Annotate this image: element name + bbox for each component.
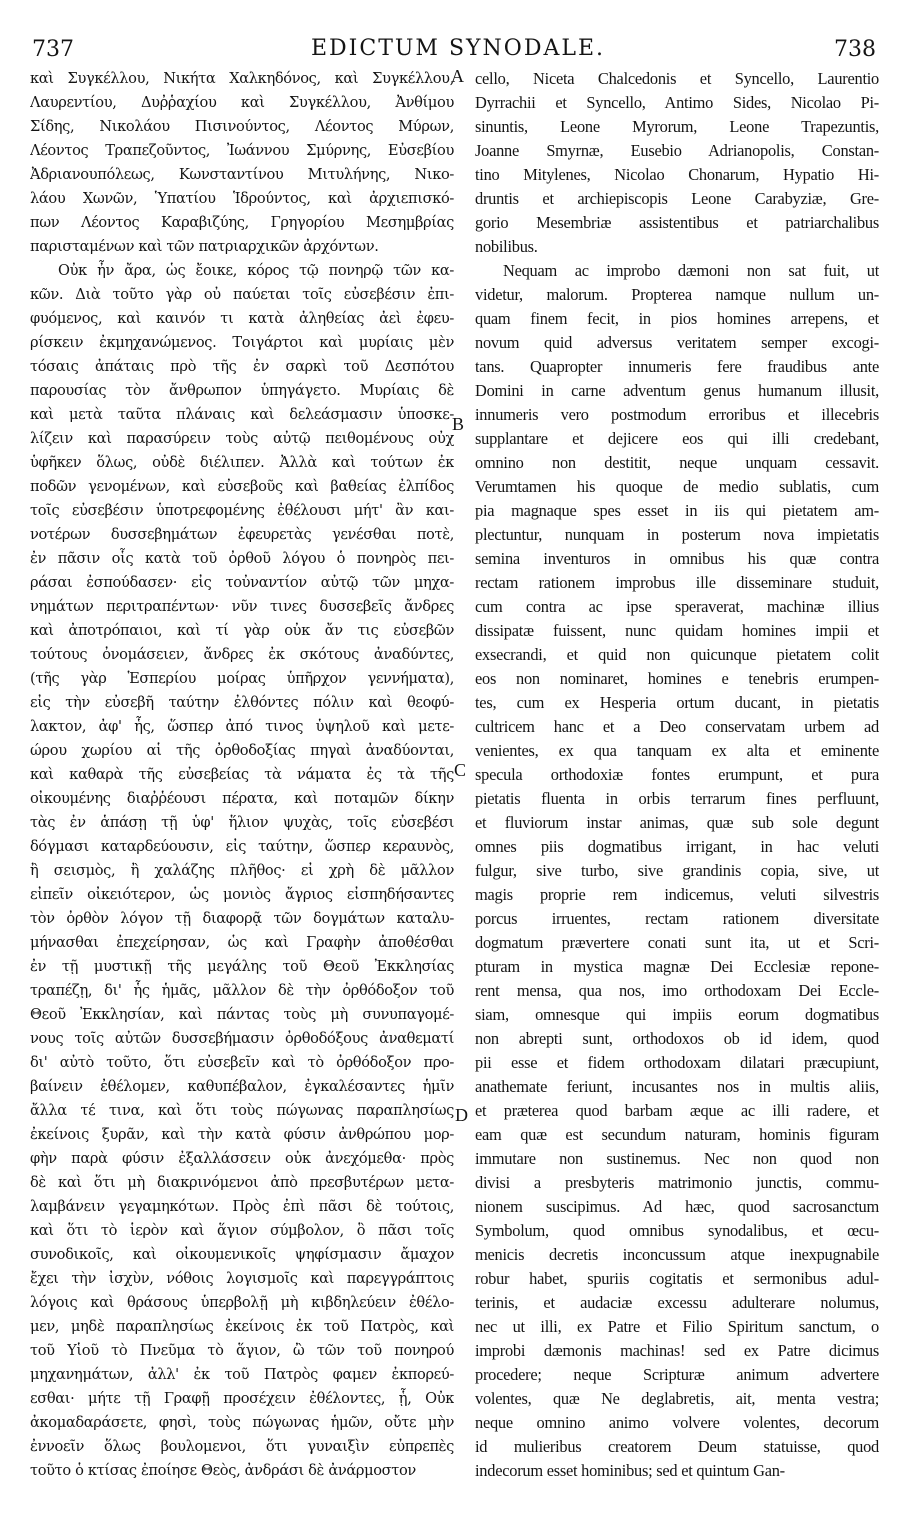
- text-line: Joanne Smyrnæ, Eusebio Adrianopolis, Constan-: [475, 141, 879, 160]
- text-line: μεν, μηδὲ παραπλησίως ἐκείνοις ἐκ τοῦ Πατρὸς, καὶ: [30, 1318, 454, 1335]
- text-line: druntis et archiepiscopis Leone Carabyziæ, Gre-: [475, 189, 879, 208]
- text-line: ἐννοεῖν ὅλως βουλομενοι, ὅτι γυναιξὶν εὐπρεπὲς: [30, 1438, 454, 1455]
- text-line: (τῆς γὰρ Ἑσπερίου μοίρας ὑπῆρχον γεννήματα),: [30, 670, 454, 687]
- text-line: quam finem fecit, in pios homines arrepens, et: [475, 309, 879, 328]
- text-line: νους τοῖς αὐτῶν δυσσεβήμασιν ὀρθοδόξους ἀναθεματί: [30, 1030, 454, 1047]
- left-page-number: 737: [32, 37, 74, 62]
- margin-marker-b: B: [452, 414, 465, 434]
- margin-marker-c: C: [454, 760, 467, 780]
- text-line: εἰς τὴν εὐσεβῆ ταύτην ἐλθόντες πόλιν καὶ θεοφύ-: [30, 694, 454, 711]
- text-line: ἄλλα τέ τινα, καὶ ὅτι τοὺς πώγωνας παραπλησίως: [30, 1102, 454, 1119]
- text-line: Λαυρεντίου, Δυῤῥαχίου καὶ Συγκέλλου, Ἀνθίμου: [30, 94, 454, 111]
- text-line: indecorum esset hominibus; sed et quintum Gan-: [475, 1461, 785, 1480]
- text-line: cultricem hanc et a Deo conservatam urbem ad: [475, 717, 879, 736]
- text-line: κῶν. Διὰ τοῦτο γὰρ οὐ παύεται τοῖς εὐσεβέσιν ἐπι-: [30, 286, 454, 303]
- text-line: Λέοντος Τραπεζοῦντος, Ἰωάννου Σμύρνης, Εὐσεβίου: [30, 142, 454, 159]
- text-line: νημάτων περιτραπέντων· νῦν τινες δυσσεβεῖς ἄνδρες: [30, 598, 454, 615]
- text-line: ἐκείνοις ξυρᾶν, καὶ τὴν κατὰ φύσιν ἀνθρώπου μορ-: [30, 1126, 454, 1143]
- text-line: eam quæ est secundum naturam, hominis figuram: [475, 1125, 879, 1144]
- text-line: συνοδικοῖς, καὶ οἰκουμενικοῖς ψηφίσμασιν ἄμαχον: [30, 1246, 454, 1263]
- text-line: pturam in mystica magnæ Dei Ecclesiæ repone-: [475, 957, 879, 976]
- text-line: καὶ καθαρὰ τῆς εὐσεβείας τὰ νάματα ἐς τὰ τῆς: [30, 766, 454, 783]
- text-line: Σίδης, Νικολάου Πισινούντος, Λέοντος Μύρων,: [30, 118, 454, 135]
- text-line: terinis, et audaciæ excessu adulterare nolumus,: [475, 1293, 879, 1312]
- text-line: immutare non sustinemus. Nec non quod non: [475, 1149, 879, 1168]
- text-line: tino Mitylenes, Nicolao Chonarum, Hypatio Hi-: [475, 165, 879, 184]
- text-line: procedere; neque Scripturæ animum advertere: [475, 1365, 879, 1384]
- text-line: nobilibus.: [475, 237, 538, 256]
- text-line: λάου Χωνῶν, Ὑπατίου Ἱδρούντος, καὶ ἀρχιεπισκό-: [30, 190, 454, 207]
- text-line: ρίσκειν ἐκμηχανώμενος. Τοιγάρτοι καὶ μυρίαις μὲν: [30, 334, 454, 351]
- text-line: siam, omnesque qui impiis eorum dogmatibus: [475, 1005, 879, 1024]
- text-line: τοῦ Υἱοῦ τὸ Πνεῦμα τὸ ἅγιον, ὢ τῶν τοῦ πονηρού: [30, 1342, 454, 1359]
- text-line: ἀκομαδαράσετε, φησὶ, τοὺς πώγωνας ἡμῶν, οὔτε μὴν: [30, 1414, 454, 1431]
- text-line: cum contra ac ipse speraverat, machinæ illius: [475, 597, 879, 616]
- text-line: νοτέρων δυσσεβημάτων ἐφευρετὰς γενέσθαι ποτὲ,: [30, 526, 454, 543]
- text-line: τόσαις ἀπάταις πρὸ τῆς ἐν σαρκὶ τοῦ Δεσπότου: [30, 358, 454, 375]
- text-line: nionem suscipimus. Ad hæc, quod sacrosanctum: [475, 1197, 879, 1216]
- text-line: Verumtamen his quoque de medio sublatis, cum: [475, 477, 879, 496]
- text-line: innumeris vero postmodum erroribus et illecebris: [475, 405, 879, 424]
- text-line: δὲ καὶ ὅτι μὴ διακρινόμενοι ἀπὸ πρεσβυτέρων μετα-: [30, 1174, 454, 1191]
- text-line: δι' αὐτὸ τοῦτο, ὅτι εὐσεβεῖν καὶ τὸ ὀρθόδοξον προ-: [30, 1054, 454, 1071]
- text-line: id mulieribus creatorem Deum statuisse, quod: [475, 1437, 879, 1456]
- text-line: ράσαι ἐσπούδασεν· εἰς τοὐναντίον αὐτῷ τῶν μηχα-: [30, 574, 454, 591]
- text-line: supplantare et dejicere eos qui illi credebant,: [475, 429, 879, 448]
- text-line: venientes, ex qua tanquam ex alta et eminente: [475, 741, 879, 760]
- text-line: ἢ σεισμὸς, ἢ χαλάζης πλῆθος· εἰ χρὴ δὲ μᾶλλον: [30, 862, 454, 879]
- text-line: nec ut illi, ex Patre et Filio Spiritum sanctum, o: [475, 1317, 879, 1336]
- text-line: εσθαι· μήτε τῇ Γραφῇ προσέχειν ἐθέλοντες, ᾗ, Οὐκ: [30, 1390, 454, 1407]
- text-line: τοῦτο ὁ κτίσας ἐποίησε Θεὸς, ἀνδράσι δὲ ἀνάρμοστον: [30, 1462, 416, 1479]
- page-header: [0, 0, 916, 70]
- right-page-number: 738: [834, 37, 876, 62]
- text-line: gorio Mesembriæ assistentibus et patriarchalibus: [475, 213, 879, 232]
- text-line: μήνασθαι ἐπεχείρησαν, ὡς καὶ Γραφὴν ἀποθέσθαι: [30, 934, 454, 951]
- text-line: tans. Quapropter innumeris fere fraudibus ante: [475, 357, 879, 376]
- text-line: λακτον, ἀφ' ἧς, ὥσπερ ἀπό τινος ὑψηλοῦ καὶ μετε-: [30, 718, 454, 735]
- margin-marker-a: A: [451, 66, 464, 86]
- text-line: omnes piis dogmatibus irrigant, in hac veluti: [475, 837, 879, 856]
- text-line: μηχανημάτων, ἀλλ' ἐκ τοῦ Πατρὸς φαμεν ἐκπορεύ-: [30, 1366, 454, 1383]
- text-line: omnino non destitit, neque unquam cessavit.: [475, 453, 879, 472]
- text-line: ἐν πᾶσιν οἷς κατὰ τοῦ ὀρθοῦ λόγου ὁ πονηρὸς πει-: [30, 550, 454, 567]
- text-line: dogmatum prævertere conati sunt ita, ut et Scri-: [475, 933, 879, 952]
- text-line: porcus irruentes, rectam rationem diversitate: [475, 909, 879, 928]
- text-line: non abrepti sunt, orthodoxos ob id idem, quod: [475, 1029, 879, 1048]
- text-line: Nequam ac improbo dæmoni non sat fuit, ut: [503, 261, 879, 280]
- margin-marker-d: D: [455, 1105, 468, 1125]
- text-line: semina inventuros in omnibus his quæ contra: [475, 549, 879, 568]
- text-line: plectuntur, nunquam in posterum nova impietatis: [475, 525, 879, 544]
- text-line: ἔχει τὴν ἰσχὺν, νόθοις λογισμοῖς καὶ παρεγγράπτοις: [30, 1270, 454, 1287]
- text-line: anathemate feriunt, incusantes nos in multis aliis,: [475, 1077, 879, 1096]
- text-line: tes, cum ex Hesperia ortum ducant, in pietatis: [475, 693, 879, 712]
- text-line: οἰκουμένης διαῤῥέουσι πέρατα, καὶ ποταμῶν δίκην: [30, 790, 454, 807]
- text-line: sinuntis, Leone Myrorum, Leone Trapezuntis,: [475, 117, 879, 136]
- text-line: φυόμενος, καὶ καινόν τι κατὰ ἀληθείας ἀεὶ ἐφευ-: [30, 310, 454, 327]
- text-line: Οὐκ ἦν ἄρα, ὡς ἔοικε, κόρος τῷ πονηρῷ τῶν κα-: [58, 262, 454, 279]
- text-line: volentes, quæ Ne deglabretis, ait, menta vestra;: [475, 1389, 879, 1408]
- text-line: καὶ ὅτι τὸ ἱερὸν καὶ ἅγιον σύμβολον, ὃ πᾶσι τοῖς: [30, 1222, 454, 1239]
- text-line: novum quid adversus veritatem semper excogi-: [475, 333, 879, 352]
- text-line: dissipatæ fuissent, nunc quidam homines impii et: [475, 621, 879, 640]
- text-line: τὸν ὀρθὸν λόγον τῇ διαφορᾷ τῶν δογμάτων καταλυ-: [30, 910, 454, 927]
- text-line: Dyrrachii et Syncello, Antimo Sides, Nicolao Pi-: [475, 93, 879, 112]
- running-title: EDICTUM SYNODALE.: [310, 36, 606, 61]
- text-line: βαίνειν ἐθέλομεν, καθυπέβαλον, ἐγκαλέσαντες ἡμῖν: [30, 1078, 454, 1095]
- text-line: ποδῶν γενομένων, καὶ εὐσεβοῦς καὶ βαθείας ἐλπίδος: [30, 478, 454, 495]
- text-line: τραπέζῃ, δι' ἧς ἡμᾶς, μᾶλλον δὲ τὴν ὀρθόδοξον τοῦ: [30, 982, 454, 999]
- text-line: neque omnino animo volvere volentes, decorum: [475, 1413, 879, 1432]
- text-line: eos non nominaret, homines e tenebris erumpen-: [475, 669, 879, 688]
- text-line: robur habet, spuriis cogitatis et sermonibus adul-: [475, 1269, 879, 1288]
- text-line: λόγοις καὶ θράσους ὑπερβολῇ μὴ κιβδηλεύειν ἐθέλο-: [30, 1294, 454, 1311]
- text-line: Θεοῦ Ἐκκλησίαν, καὶ πάντας τοὺς μὴ συνυπαγομέ-: [30, 1006, 454, 1023]
- text-line: cello, Niceta Chalcedonis et Syncello, Laurentio: [475, 69, 879, 88]
- text-line: καὶ ἀποτρόπαιοι, καὶ τί γὰρ οὐκ ἄν τις εὐσεβῶν: [30, 622, 454, 639]
- text-line: pii esse et fidem orthodoxam dilatari præcupiunt,: [475, 1053, 879, 1072]
- text-line: τοῖς εὐσεβέσιν ὑποτρεφομένης ἐθέλουσι μήτ' ἂν και-: [30, 502, 454, 519]
- text-line: παρισταμένων καὶ τῶν πατριαρχικῶν ἀρχόντων.: [30, 238, 379, 255]
- text-line: πων Λέοντος Καραβιζύης, Γρηγορίου Μεσημβρίας: [30, 214, 454, 231]
- text-line: magis proprie rem indicemus, veluti silvestris: [475, 885, 879, 904]
- text-line: δόγμασι καταρδεύουσιν, εἰς ταύτην, ὥσπερ κεραυνὸς,: [30, 838, 454, 855]
- text-line: videtur, malorum. Propterea namque nullum un-: [475, 285, 879, 304]
- text-line: καὶ Συγκέλλου, Νικήτα Χαλκηδόνος, καὶ Συγκέλλου,: [30, 70, 454, 87]
- text-line: pia magnaque spes esset in iis qui pietatem am-: [475, 501, 879, 520]
- text-line: et præterea quod barbam æque ac illi radere, et: [475, 1101, 879, 1120]
- greek-column: [30, 67, 454, 1483]
- text-line: λίζειν καὶ παρασύρειν τοὺς αὐτῷ πειθομένους οὐχ: [30, 430, 454, 447]
- text-line: Ἀδριανουπόλεως, Κωνσταντίνου Μιτυλήνης, Νικο-: [30, 166, 454, 183]
- text-line: ὑφῆκεν ὅλως, οὐδὲ διέλιπεν. Ἀλλὰ καὶ τούτων ἐκ: [30, 454, 454, 471]
- text-line: et fluviorum instar animas, quæ sub sole degunt: [475, 813, 879, 832]
- text-line: εἰπεῖν οἰκειότερον, ὡς μονιὸς ἄγριος εἰσπηδήσαντες: [30, 886, 454, 903]
- text-line: pietatis fluenta in orbis terrarum fines perfluunt,: [475, 789, 879, 808]
- text-line: παρουσίας τὸν ἄνθρωπον ὑπηγάγετο. Μυρίαις δὲ: [30, 382, 454, 399]
- text-line: rent mensa, qua nos, imo orthodoxam Dei Eccle-: [475, 981, 879, 1000]
- text-line: φὴν παρὰ φύσιν ἐξαλλάσσειν οὐκ ἀνεχόμεθα· πρὸς: [30, 1150, 454, 1167]
- text-line: τούτους ὀνομάσειεν, ἄνδρες ἐκ σκότους ἀναδύντες,: [30, 646, 454, 663]
- text-line: καὶ μετὰ ταῦτα πλάναις καὶ δελεάσμασιν ὑποσκε-: [30, 406, 454, 423]
- text-line: rectam rationem improbus ille disseminare studuit,: [475, 573, 879, 592]
- text-line: improbi dæmonis machinas! sed ex Patre dicimus: [475, 1341, 879, 1360]
- text-line: ώρου χωρίου αἱ τῆς ὀρθοδοξίας πηγαὶ ἀναδύονται,: [30, 742, 454, 759]
- latin-column: [475, 67, 879, 1483]
- text-line: specula orthodoxiæ fontes erumpunt, et pura: [475, 765, 879, 784]
- text-line: exsecrandi, et quid non quicunque pietatem colit: [475, 645, 879, 664]
- text-line: ἐν τῇ μυστικῇ τῆς μεγάλης τοῦ Θεοῦ Ἐκκλησίας: [30, 958, 454, 975]
- text-line: menicis decretis inconcussum atque inexpugnabile: [475, 1245, 879, 1264]
- text-line: Domini in carne adventum genus humanum illusit,: [475, 381, 879, 400]
- text-line: divisi a presbyteris matrimonio junctis, commu-: [475, 1173, 879, 1192]
- text-line: fulgur, sive turbo, sive grandinis copia, sive, ut: [475, 861, 879, 880]
- text-line: Symbolum, quod omnibus synodalibus, et œcu-: [475, 1221, 879, 1240]
- text-line: λαμβάνειν γεγαμηκότων. Πρὸς ἐπὶ πᾶσι δὲ τούτοις,: [30, 1198, 454, 1215]
- text-line: τὰς ἐν ἁπάσῃ τῇ ὑφ' ἥλιον ψυχὰς, τοῖς εὐσεβέσι: [30, 814, 454, 831]
